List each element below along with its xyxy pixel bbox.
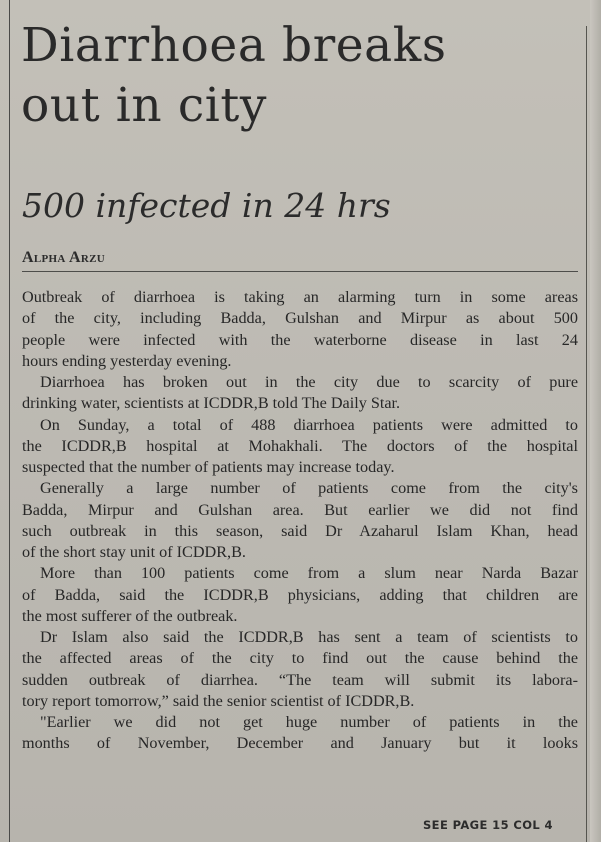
article-body <box>22 287 578 755</box>
body-line: the affected areas of the city to find out the cause behind the <box>22 649 578 668</box>
body-line: such outbreak in this season, said Dr Azaharul Islam Khan, head <box>22 521 578 540</box>
subheadline: 500 infected in 24 hrs <box>22 186 391 225</box>
byline-rule <box>22 271 578 272</box>
body-line: "Earlier we did not get huge number of patients in the <box>40 713 578 731</box>
body-line: Generally a large number of patients come from the city's <box>40 479 578 498</box>
body-line: More than 100 patients come from a slum near Narda Bazar <box>40 564 578 583</box>
page-edge <box>590 0 601 842</box>
column-rule-left <box>9 0 10 842</box>
headline-line-1: Diarrhoea breaks <box>21 18 447 73</box>
body-line: the ICDDR,B hospital at Mohakhali. The doctors of the hospital <box>22 436 578 455</box>
body-line: of Badda, said the ICDDR,B physicians, adding that children are <box>22 585 578 604</box>
body-line: of the short stay unit of ICDDR,B. <box>22 543 246 561</box>
headline <box>21 16 581 136</box>
body-line: drinking water, scientists at ICDDR,B told The Daily Star. <box>22 394 401 413</box>
body-line: Dr Islam also said the ICDDR,B has sent a team of scientists to <box>40 628 578 646</box>
body-line: Diarrhoea has broken out in the city due to scarcity of pure <box>40 373 578 391</box>
body-line: of the city, including Badda, Gulshan and Mirpur as about 500 <box>22 309 578 328</box>
body-line: On Sunday, a total of 488 diarrhoea patients were admitted to <box>40 415 578 434</box>
body-line: Badda, Mirpur and Gulshan area. But earlier we did not find <box>22 500 578 519</box>
body-line: the most sufferer of the outbreak. <box>22 606 238 625</box>
body-line: people were infected with the waterborne disease in last 24 <box>22 330 578 349</box>
byline: Alpha Arzu <box>22 249 106 266</box>
continuation-jump-line: SEE PAGE 15 COL 4 <box>423 818 553 832</box>
body-line: sudden outbreak of diarrhea. “The team will submit its labora- <box>22 670 578 689</box>
headline-line-2: out in city <box>21 78 268 133</box>
body-line: suspected that the number of patients may increase today. <box>22 458 395 476</box>
column-rule-right <box>586 26 587 842</box>
body-line: months of November, December and January but it looks <box>22 734 578 753</box>
body-line: Outbreak of diarrhoea is taking an alarming turn in some areas <box>22 288 578 306</box>
body-line: tory report tomorrow,” said the senior scientist of ICDDR,B. <box>22 691 415 710</box>
body-line: hours ending yesterday evening. <box>22 351 232 370</box>
